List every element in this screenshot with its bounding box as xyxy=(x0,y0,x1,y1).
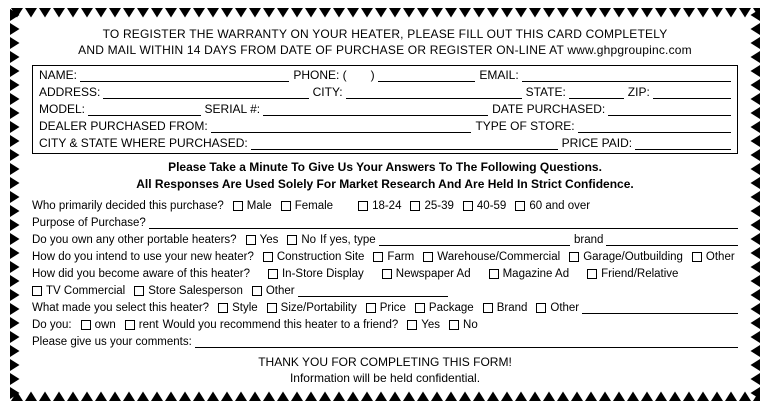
question-intended-use-label: How do you intend to use your new heater? xyxy=(32,251,254,263)
name-input-line[interactable] xyxy=(80,69,289,82)
checkbox-option-selection-other[interactable] xyxy=(536,301,579,315)
checkbox-icon[interactable] xyxy=(81,320,91,330)
header-line-1: TO REGISTER THE WARRANTY ON YOUR HEATER, PLEASE FILL OUT THIS CARD COMPLETELY xyxy=(102,27,668,41)
option-label: Brand xyxy=(496,302,528,314)
zip-label: ZIP: xyxy=(627,85,650,99)
checkbox-icon[interactable] xyxy=(366,303,376,313)
question-comments-label: Please give us your comments: xyxy=(32,336,192,348)
checkbox-option-age-25-39[interactable] xyxy=(410,199,453,213)
option-label: Size/Portability xyxy=(280,302,357,314)
checkbox-icon[interactable] xyxy=(252,286,262,296)
email-label: EMAIL: xyxy=(479,68,519,82)
question-intended-use-row xyxy=(32,247,738,264)
option-label: Construction Site xyxy=(276,251,365,263)
option-label: Male xyxy=(246,200,272,212)
purchase-location-input-line[interactable] xyxy=(251,137,558,150)
checkbox-icon[interactable] xyxy=(407,320,417,330)
checkbox-icon[interactable] xyxy=(373,252,383,262)
checkbox-option-size-portability[interactable] xyxy=(267,301,357,315)
option-label: Female xyxy=(294,200,334,212)
checkbox-option-package[interactable] xyxy=(415,301,474,315)
option-label: Yes xyxy=(259,234,279,246)
checkbox-option-in-store-display[interactable] xyxy=(268,267,364,281)
name-label: NAME: xyxy=(39,68,78,82)
checkbox-option-recommend-no[interactable] xyxy=(449,318,478,332)
checkbox-icon[interactable] xyxy=(246,235,256,245)
option-label: Warehouse/Commercial xyxy=(437,251,561,263)
dealer-label: DEALER PURCHASED FROM: xyxy=(39,119,208,133)
checkbox-option-age-18-24[interactable] xyxy=(358,199,401,213)
checkbox-icon[interactable] xyxy=(410,201,420,211)
option-label: own xyxy=(94,319,116,331)
option-label: Newspaper Ad xyxy=(395,268,471,280)
form-row-purchase-location xyxy=(39,134,731,151)
checkbox-option-male[interactable] xyxy=(233,199,272,213)
checkbox-icon[interactable] xyxy=(218,303,228,313)
email-input-line[interactable] xyxy=(522,69,731,82)
card-footer xyxy=(32,354,738,386)
zip-input-line[interactable] xyxy=(653,86,731,99)
phone-input-line[interactable] xyxy=(378,69,476,82)
checkbox-icon[interactable] xyxy=(587,269,597,279)
price-paid-label: PRICE PAID: xyxy=(561,136,633,150)
if-yes-type-label: If yes, type xyxy=(320,234,376,246)
survey-section xyxy=(32,196,738,349)
question-other-heaters-label: Do you own any other portable heaters? xyxy=(32,234,237,246)
question-selection-row xyxy=(32,298,738,315)
checkbox-icon[interactable] xyxy=(483,303,493,313)
city-label: CITY: xyxy=(312,85,343,99)
header-line-2: AND MAIL WITHIN 14 DAYS FROM DATE OF PURCHASE OR REGISTER ON-LINE AT www.ghpgroupinc.com xyxy=(78,43,692,57)
checkbox-icon[interactable] xyxy=(536,303,546,313)
checkbox-icon[interactable] xyxy=(449,320,459,330)
footer-line-2: Information will be held confidential. xyxy=(289,371,481,385)
question-purpose-row xyxy=(32,213,738,230)
option-label: Yes xyxy=(421,319,441,331)
checkbox-option-recommend-yes[interactable] xyxy=(407,318,440,332)
checkbox-option-no[interactable] xyxy=(287,233,316,247)
heater-brand-input-line[interactable] xyxy=(606,233,738,246)
checkbox-icon[interactable] xyxy=(382,269,392,279)
checkbox-icon[interactable] xyxy=(692,252,702,262)
checkbox-icon[interactable] xyxy=(233,201,243,211)
option-label: rent xyxy=(138,319,159,331)
question-residence-recommend-row xyxy=(32,315,738,332)
store-type-label: TYPE OF STORE: xyxy=(475,119,575,133)
checkbox-option-brand[interactable] xyxy=(483,301,528,315)
recommend-label: Would you recommend this heater to a friend? xyxy=(162,319,399,331)
checkbox-option-price[interactable] xyxy=(366,301,406,315)
heater-type-input-line[interactable] xyxy=(379,233,570,246)
perforation-right-icon xyxy=(750,8,760,401)
address-label: ADDRESS: xyxy=(39,85,101,99)
checkbox-option-rent[interactable] xyxy=(125,318,159,332)
phone-paren-close: ) xyxy=(370,68,375,82)
option-label: No xyxy=(463,319,478,331)
option-label: Garage/Outbuilding xyxy=(583,251,683,263)
perforation-left-icon xyxy=(10,8,20,401)
option-label: 25-39 xyxy=(424,200,454,212)
checkbox-icon[interactable] xyxy=(287,235,297,245)
option-label: Style xyxy=(232,302,258,314)
perforation-bottom-icon xyxy=(10,391,760,401)
question-purpose-label: Purpose of Purchase? xyxy=(32,217,146,229)
checkbox-icon[interactable] xyxy=(268,269,278,279)
option-label: Other xyxy=(550,302,580,314)
footer-line-1: THANK YOU FOR COMPLETING THIS FORM! xyxy=(258,355,512,369)
checkbox-icon[interactable] xyxy=(358,201,368,211)
dealer-input-line[interactable] xyxy=(211,120,472,133)
question-decided-label: Who primarily decided this purchase? xyxy=(32,200,224,212)
option-label: 18-24 xyxy=(372,200,402,212)
option-label: Farm xyxy=(387,251,415,263)
question-other-heaters-row xyxy=(32,230,738,247)
question-decided-row xyxy=(32,196,738,213)
checkbox-option-own[interactable] xyxy=(81,318,116,332)
brand-label: brand xyxy=(574,234,604,246)
city-input-line[interactable] xyxy=(346,86,522,99)
question-awareness-row-2 xyxy=(32,281,738,298)
option-label: 40-59 xyxy=(476,200,507,212)
checkbox-icon[interactable] xyxy=(569,252,579,262)
checkbox-option-construction-site[interactable] xyxy=(263,250,365,264)
option-label: No xyxy=(301,234,317,246)
option-label: Store Salesperson xyxy=(148,285,243,297)
checkbox-option-use-other[interactable] xyxy=(692,250,735,264)
state-input-line[interactable] xyxy=(569,86,624,99)
date-purchased-input-line[interactable] xyxy=(608,103,731,116)
checkbox-option-tv-commercial[interactable] xyxy=(32,284,125,298)
option-label: Other xyxy=(705,251,735,263)
checkbox-option-store-salesperson[interactable] xyxy=(134,284,243,298)
question-comments-row xyxy=(32,332,738,349)
checkbox-icon[interactable] xyxy=(32,286,42,296)
address-input-line[interactable] xyxy=(103,86,308,99)
model-input-line[interactable] xyxy=(88,103,201,116)
survey-intro-line-1: Please Take a Minute To Give Us Your Answers To The Following Questions. xyxy=(168,160,602,174)
card-header xyxy=(32,26,738,58)
price-paid-input-line[interactable] xyxy=(635,137,731,150)
checkbox-option-style[interactable] xyxy=(218,301,258,315)
checkbox-icon[interactable] xyxy=(267,303,277,313)
checkbox-icon[interactable] xyxy=(281,201,291,211)
checkbox-icon[interactable] xyxy=(463,201,473,211)
checkbox-option-magazine-ad[interactable] xyxy=(489,267,570,281)
checkbox-icon[interactable] xyxy=(134,286,144,296)
form-row-name-phone-email xyxy=(39,66,731,83)
question-selection-label: What made you select this heater? xyxy=(32,302,210,314)
option-label: Friend/Relative xyxy=(601,268,679,280)
option-label: Package xyxy=(428,302,474,314)
checkbox-option-newspaper-ad[interactable] xyxy=(382,267,471,281)
store-type-input-line[interactable] xyxy=(578,120,731,133)
checkbox-icon[interactable] xyxy=(515,201,525,211)
purchase-location-label: CITY & STATE WHERE PURCHASED: xyxy=(39,136,248,150)
question-residence-label: Do you: xyxy=(32,319,72,331)
checkbox-icon[interactable] xyxy=(125,320,135,330)
checkbox-option-female[interactable] xyxy=(281,199,333,213)
option-label: Price xyxy=(379,302,406,314)
registration-info-box xyxy=(32,65,738,154)
date-purchased-label: DATE PURCHASED: xyxy=(492,102,606,116)
checkbox-icon[interactable] xyxy=(263,252,273,262)
option-label: Magazine Ad xyxy=(502,268,570,280)
serial-input-line[interactable] xyxy=(263,103,488,116)
form-row-dealer xyxy=(39,117,731,134)
model-label: MODEL: xyxy=(39,102,86,116)
checkbox-option-awareness-other[interactable] xyxy=(252,284,295,298)
checkbox-option-farm[interactable] xyxy=(373,250,414,264)
checkbox-icon[interactable] xyxy=(489,269,499,279)
question-awareness-label: How did you become aware of this heater? xyxy=(32,268,250,280)
option-label: 60 and over xyxy=(529,200,591,212)
option-label: In-Store Display xyxy=(281,268,364,280)
phone-label: PHONE: ( xyxy=(293,68,347,82)
checkbox-option-garage-outbuilding[interactable] xyxy=(569,250,683,264)
survey-intro-line-2: All Responses Are Used Solely For Market Research And Are Held In Strict Confidence. xyxy=(136,177,634,191)
comments-input-line[interactable] xyxy=(195,335,738,348)
option-label: TV Commercial xyxy=(46,285,126,297)
state-label: STATE: xyxy=(525,85,566,99)
serial-label: SERIAL #: xyxy=(204,102,261,116)
awareness-other-input-line[interactable] xyxy=(298,284,448,297)
checkbox-option-warehouse-commercial[interactable] xyxy=(423,250,560,264)
stamp-border xyxy=(10,8,760,401)
question-awareness-row xyxy=(32,264,738,281)
checkbox-icon[interactable] xyxy=(415,303,425,313)
form-row-model xyxy=(39,100,731,117)
checkbox-option-age-40-59[interactable] xyxy=(463,199,506,213)
card-content xyxy=(20,18,750,391)
checkbox-option-yes[interactable] xyxy=(246,233,279,247)
checkbox-option-friend-relative[interactable] xyxy=(587,267,678,281)
purpose-input-line[interactable] xyxy=(149,216,738,229)
checkbox-option-age-60-over[interactable] xyxy=(515,199,590,213)
perforation-top-icon xyxy=(10,8,760,18)
checkbox-icon[interactable] xyxy=(423,252,433,262)
selection-other-input-line[interactable] xyxy=(582,301,738,314)
form-row-address xyxy=(39,83,731,100)
option-label: Other xyxy=(265,285,295,297)
